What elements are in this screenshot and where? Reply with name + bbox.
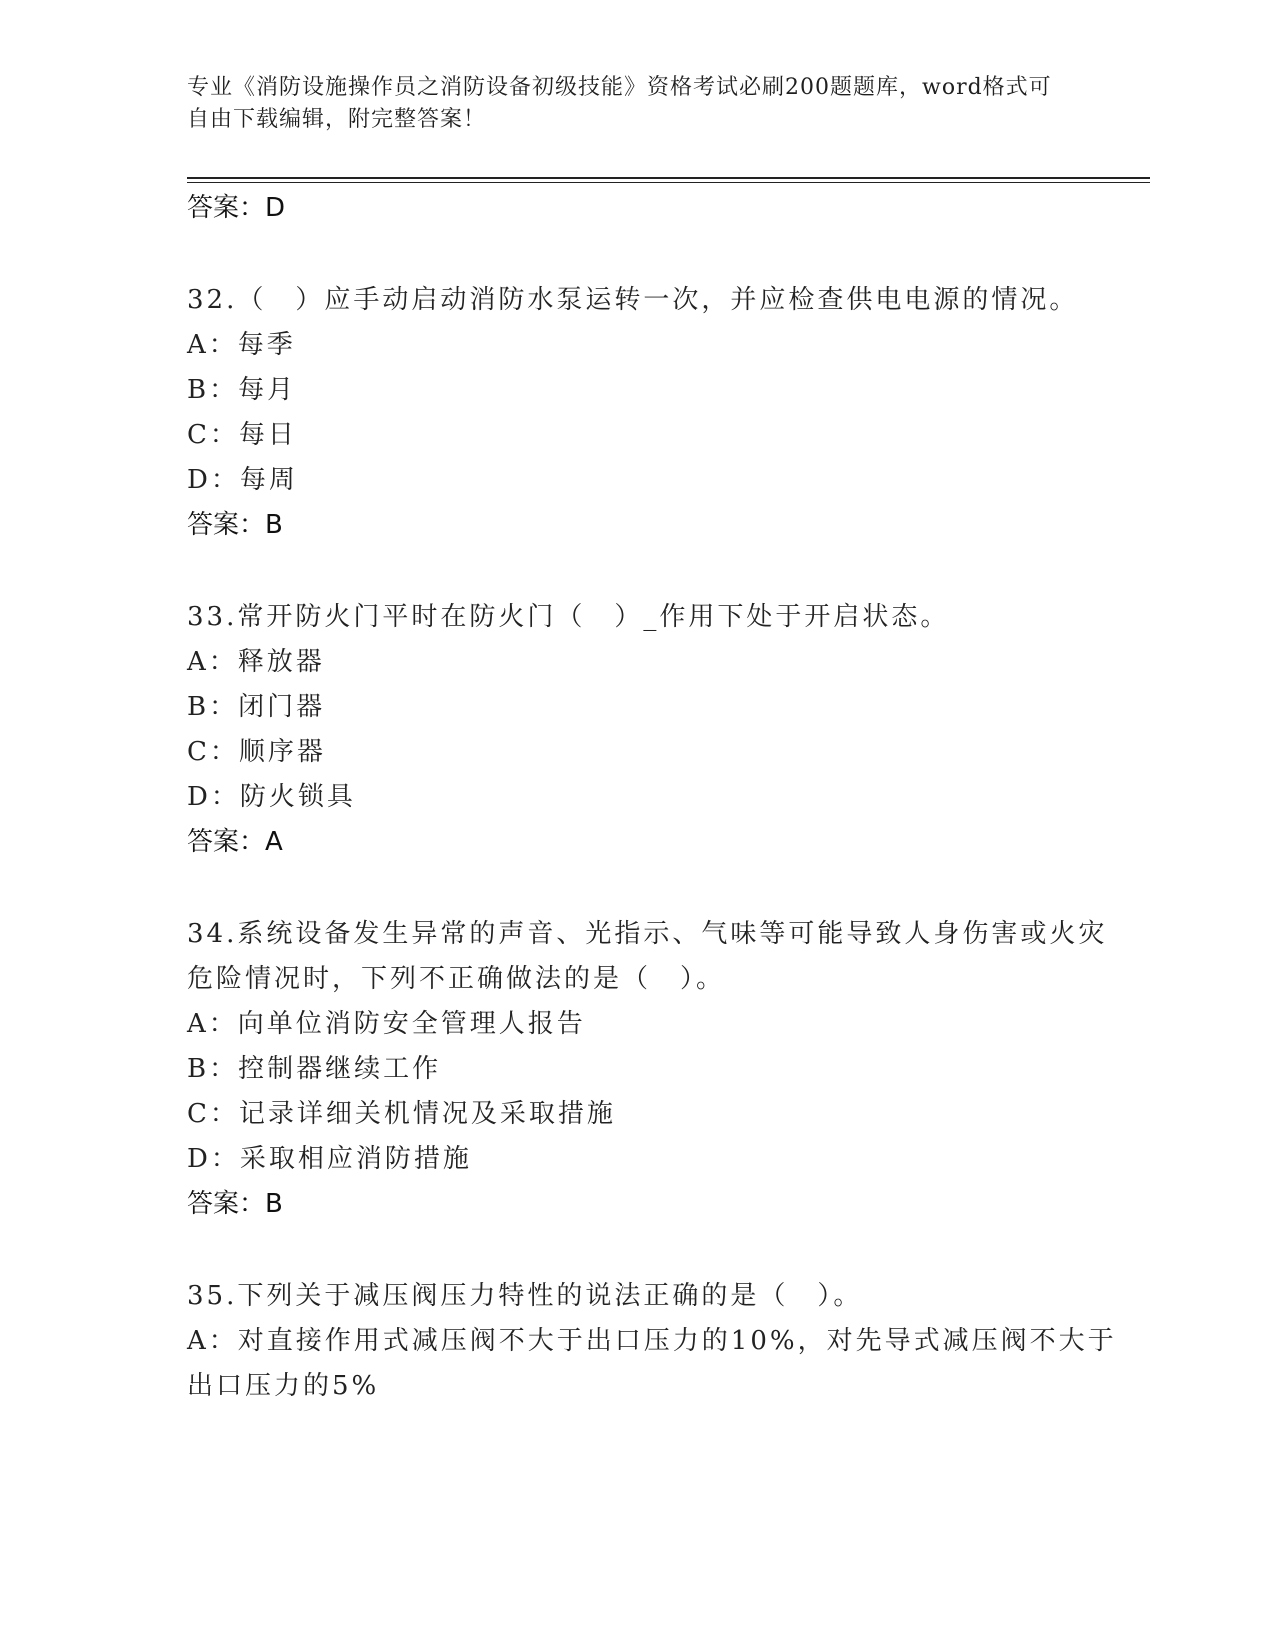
option-c: C：记录详细关机情况及采取措施 [187,1099,616,1129]
option-b: B：控制器继续工作 [187,1054,442,1084]
header-rule [187,177,1150,179]
document-header: 专业《消防设施操作员之消防设备初级技能》资格考试必刷200题题库，word格式可自由下载编辑，附完整答案！ [187,75,1052,132]
question-35 [187,1274,1117,1409]
option-c: C：顺序器 [187,737,326,767]
option-a: A：每季 [187,330,296,360]
question-34 [187,912,1117,1227]
option-d: D：每周 [187,465,298,495]
option-d: D：采取相应消防措施 [187,1144,472,1174]
question-stem: 32.（ ）应手动启动消防水泵运转一次，并应检查供电电源的情况。 [187,285,1079,315]
answer-line: 答案：B [187,1189,283,1219]
option-b: B：每月 [187,375,297,405]
answer-line: 答案：B [187,510,283,540]
option-b: B：闭门器 [187,692,326,722]
question-stem: 33.常开防火门平时在防火门（ ）_作用下处于开启状态。 [187,602,950,632]
option-a: A：释放器 [187,647,325,677]
question-list [187,186,1117,1409]
question-33 [187,595,1117,865]
question-stem: 35.下列关于减压阀压力特性的说法正确的是（ ）。 [187,1281,863,1311]
question-stem: 34.系统设备发生异常的声音、光指示、气味等可能导致人身伤害或火灾危险情况时，下列不正确做法的是（ ）。 [187,919,1108,994]
option-d: D：防火锁具 [187,782,356,812]
answer-line: 答案：D [187,193,286,223]
header-rule-thin [187,182,1150,183]
option-a: A：对直接作用式减压阀不大于出口压力的10%，对先导式减压阀不大于出口压力的5% [187,1326,1117,1401]
answer-line: 答案：A [187,827,283,857]
question-32 [187,278,1117,548]
option-a: A：向单位消防安全管理人报告 [187,1009,586,1039]
option-c: C：每日 [187,420,297,450]
